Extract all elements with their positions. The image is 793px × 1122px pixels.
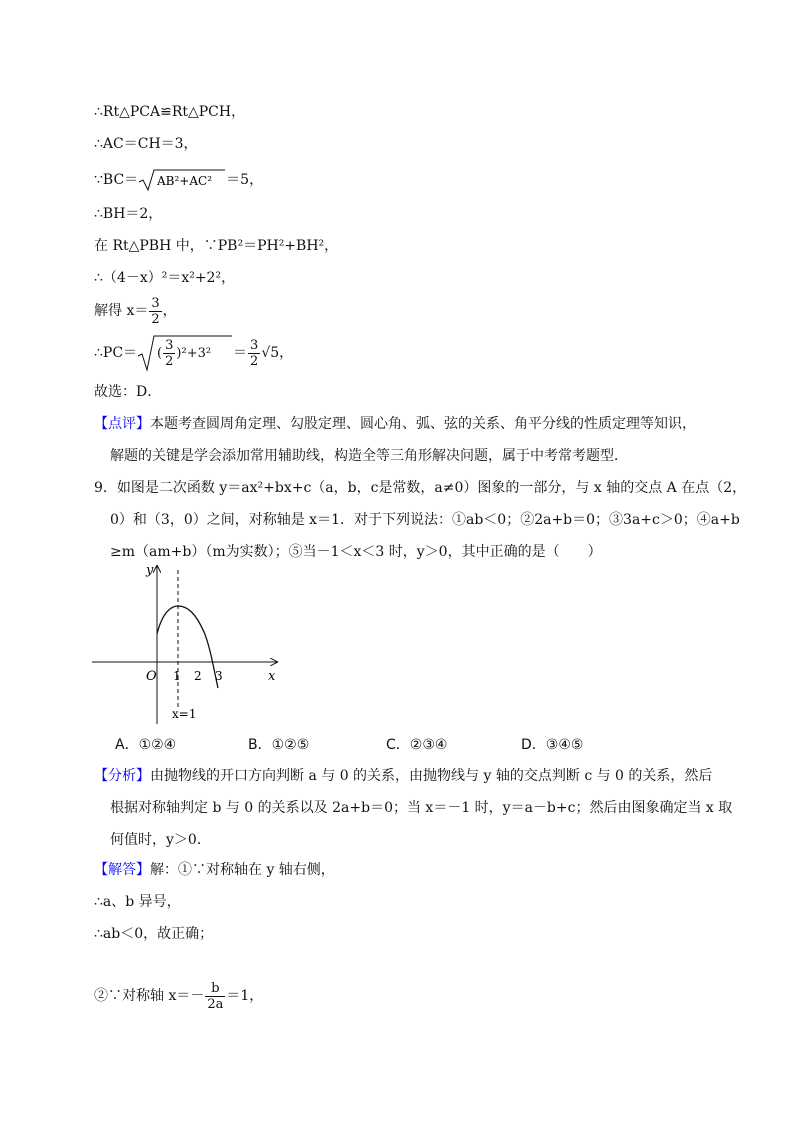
sqrt-expression xyxy=(137,334,233,372)
tick-label: 2 xyxy=(194,669,202,683)
question-line: 0）和（3，0）之间，对称轴是 x＝1．对于下列说法：①ab＜0；②2a+b＝0；③3a+c＞0；④a+b xyxy=(110,512,740,528)
numerator: 3 xyxy=(250,337,259,353)
analysis-line xyxy=(94,766,712,786)
answer-text: ②∵对称轴 x＝－ xyxy=(94,988,205,1004)
review-tag: 【点评】 xyxy=(94,416,150,432)
radical-sign xyxy=(138,168,226,192)
origin-label: O xyxy=(146,669,157,684)
proof-line: 在 Rt△PBH 中，∵PB²＝PH²+BH²， xyxy=(94,238,339,254)
numerator: 3 xyxy=(151,295,160,311)
option-c[interactable]: C．②③④ xyxy=(386,737,448,753)
proof-line xyxy=(94,334,293,372)
proof-text: ＝5， xyxy=(226,172,264,188)
denominator: 2a xyxy=(207,996,224,1012)
proof-line xyxy=(94,168,263,192)
answer-line xyxy=(94,860,335,880)
parabola-graph xyxy=(92,562,282,726)
proof-line: ∴AC＝CH＝3， xyxy=(94,136,198,152)
fraction xyxy=(248,338,260,369)
answer-line: ∴ab＜0，故正确； xyxy=(94,926,214,942)
denominator: 2 xyxy=(250,353,259,369)
analysis-line: 根据对称轴判定 b 与 0 的关系以及 2a+b＝0；当 x＝－1 时，y＝a－b+c；然后由图象确定当 x 取 xyxy=(110,800,733,816)
question-line: ≥m（am+b）（m为实数）；⑤当－1＜x＜3 时，y＞0，其中正确的是（ ） xyxy=(110,544,602,560)
proof-text: ＝ xyxy=(233,345,248,361)
numerator: b xyxy=(205,981,225,997)
review-line xyxy=(94,414,696,434)
analysis-tag: 【分析】 xyxy=(94,768,150,784)
proof-text: ∴PC＝ xyxy=(94,345,138,361)
answer-text: 解：①∵对称轴在 y 轴右侧， xyxy=(150,862,335,878)
y-axis-label: y xyxy=(146,563,154,578)
tick-label: 3 xyxy=(215,669,223,683)
review-line: 解题的关键是学会添加常用辅助线，构造全等三角形解决问题，属于中考常考题型． xyxy=(110,448,628,464)
paren: ( xyxy=(157,346,163,361)
option-b[interactable]: B．①②⑤ xyxy=(248,737,310,753)
fraction xyxy=(205,981,225,1012)
proof-text: √5， xyxy=(261,345,294,361)
proof-line: 故选：D． xyxy=(94,384,162,400)
proof-line: ∴Rt△PCA≌Rt△PCH， xyxy=(94,104,246,120)
proof-line: ∴（4－x）²＝x²+2²， xyxy=(94,270,236,286)
denominator: 2 xyxy=(165,354,174,369)
fraction xyxy=(149,296,161,327)
proof-line: ∴BH＝2， xyxy=(94,206,163,222)
proof-text: ∵BC＝ xyxy=(94,172,139,188)
radicand xyxy=(157,338,211,369)
denominator: 2 xyxy=(151,311,160,327)
analysis-text: 由抛物线的开口方向判断 a 与 0 的关系，由抛物线与 y 轴的交点判断 c 与 0 的关系，然后 xyxy=(150,768,713,784)
answer-tag: 【解答】 xyxy=(94,862,150,878)
numerator: 3 xyxy=(165,338,174,353)
answer-line: ∴a、b 异号， xyxy=(94,894,181,910)
answer-line xyxy=(94,978,263,1014)
proof-text: ， xyxy=(162,303,177,319)
answer-text: ＝1， xyxy=(226,988,264,1004)
radicand: AB²+AC² xyxy=(157,174,213,188)
option-a[interactable]: A．①②④ xyxy=(115,737,177,753)
tick-label: 1 xyxy=(173,669,181,683)
fraction xyxy=(163,338,175,369)
option-d[interactable]: D．③④⑤ xyxy=(521,737,584,753)
parabola-curve xyxy=(157,606,218,688)
proof-text: 解得 x＝ xyxy=(94,303,149,319)
proof-line xyxy=(94,294,177,328)
analysis-line: 何值时，y＞0． xyxy=(110,832,211,848)
sqrt-expression xyxy=(138,168,226,192)
question-line: 9．如图是二次函数 y＝ax²+bx+c（a，b，c是常数，a≠0）图象的一部分，与 x 轴的交点 A 在点（2， xyxy=(94,480,747,496)
paren: )²+3² xyxy=(176,346,212,361)
symmetry-label: x=1 xyxy=(172,707,197,721)
review-text: 本题考查圆周角定理、勾股定理、圆心角、弧、弦的关系、角平分线的性质定理等知识， xyxy=(150,416,696,432)
x-axis-label: x xyxy=(268,669,276,684)
